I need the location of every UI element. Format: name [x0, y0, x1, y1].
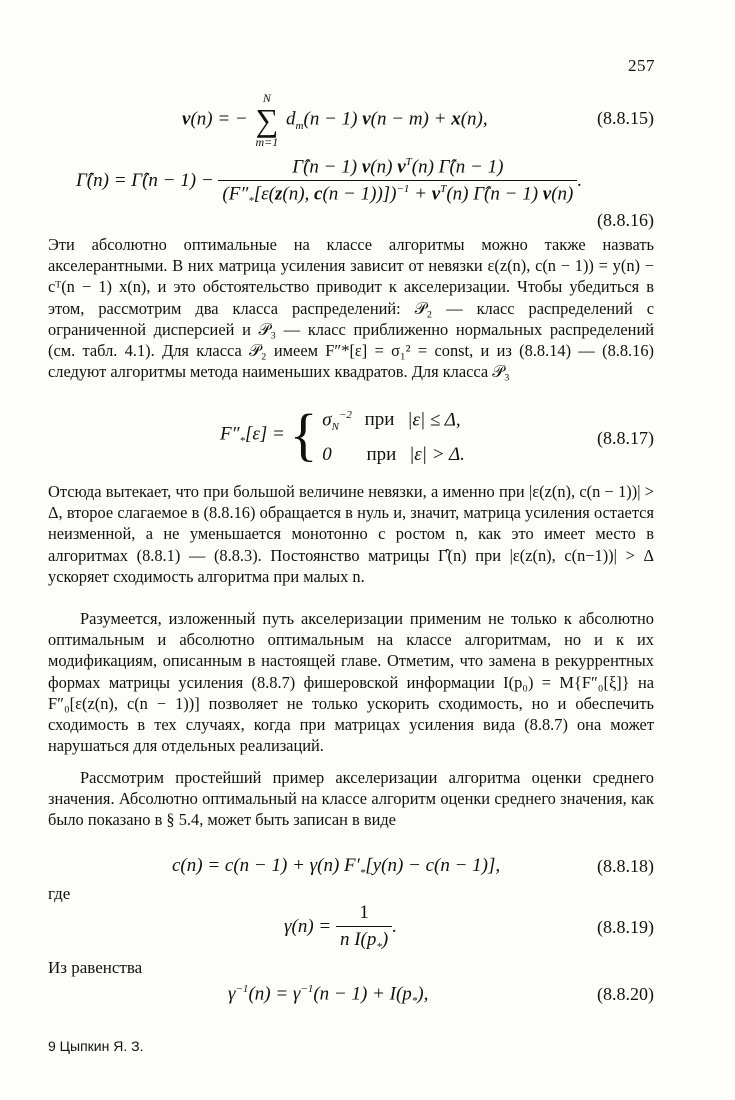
fraction: $\frac{1}{n I(p_*)}$: [336, 902, 392, 953]
equation-body: Γ̂(n) = Γ̂(n − 1) − $\frac{\Gammâ(n - 1) v(n) v^T(n) \Gammâ(n - 1)}{(F''_*[\varepsilon(z(n), c(n - 1))])^{-1} + v^T(n) \Gammâ(n - 1) v(n)}$ .: [76, 156, 583, 208]
equation-8-8-17: [48, 402, 654, 478]
equation-number: (8.8.20): [597, 984, 654, 1004]
case-1-condition: при: [364, 409, 395, 431]
equation-8-8-19: [48, 902, 654, 954]
equation-number: (8.8.19): [597, 917, 654, 937]
equation-8-8-15: [48, 88, 654, 154]
equation-number: (8.8.18): [597, 856, 654, 876]
page-number: 257: [628, 56, 655, 75]
equation-body: $F''_*[\varepsilon]$ = { $\sigma_N^{-2}$ при |ε| ≤ Δ, 0 при |ε| > Δ.: [220, 402, 465, 468]
equation-body: γ(n) = $\frac{1}{n I(p_*)}$ .: [284, 902, 397, 953]
equation-8-8-18: [48, 855, 654, 885]
equation-8-8-16: [48, 152, 654, 234]
equation-body: v(n) = − N ∑ m=1 $d_m(n - 1) v(n - m) + x(n)$,: [182, 91, 488, 149]
equation-body: c(n) = c(n − 1) + γ(n) $F'_*[y(n) - c(n - 1)]$,: [172, 855, 501, 879]
sum-symbol: N ∑ m=1: [255, 91, 279, 149]
fraction: $\frac{\Gammâ(n - 1) v(n) v^T(n) \Gammâ(n - 1)}{(F''_*[\varepsilon(z(n), c(n - 1))])^{-1} + v^T(n) \Gammâ(n - 1) v(n)}$: [218, 156, 577, 207]
equation-number: (8.8.15): [597, 108, 654, 128]
equation-number: (8.8.17): [597, 428, 654, 448]
paragraph-1: Эти абсолютно оптимальные на классе алгоритмы можно также назвать акселерантными. В них матрица усиления зависит от невязки ε(z(n), c(n − 1)) = y(n) − cᵀ(n − 1) x(n), и это обстоятельство приводит к акселеризации. Чтобы убедиться в этом, рассмотрим два класса распределений: 𝒫₂ — класс распределений с ограниченной дисперсией и 𝒫₃ — класс приближенно нормальных распределений (см. табл. 4.1). Для класса 𝒫₂ имеем F″*[ε] = σ₁² = const, и из (8.8.14) — (8.8.16) следуют алгоритмы метода наименьших квадратов. Для класса 𝒫₃: [48, 235, 654, 382]
paragraph-4: Рассмотрим простейший пример акселеризации алгоритма оценки среднего значения. Абсолютно оптимальный на классе алгоритм оценки среднего значения, как было показано в § 5.4, может быть записан в виде: [48, 768, 654, 830]
word-where: где: [48, 884, 71, 903]
left-brace: {: [289, 402, 318, 468]
cases: $\sigma_N^{-2}$ при |ε| ≤ Δ, 0 при |ε| > Δ.: [322, 409, 465, 466]
paragraph-3: Разумеется, изложенный путь акселеризации применим не только к абсолютно оптимальным и абсолютно оптимальным на классе алгоритмам, но и к их модификациям, описанным в настоящей главе. Отметим, что замена в рекуррентных формах матрицы усиления (8.8.7) фишеровской информации I(p₀) = M{F″₀[ξ]} на F″₀[ε(z(n), c(n − 1))] позволяет не только ускорить сходимость, но и обеспечить сходимость в тех случаях, когда при матрицах усиления вида (8.8.7) она может нарушаться для отдельных реализаций.: [48, 609, 654, 756]
equation-8-8-20: [48, 983, 654, 1013]
case-2-condition: при: [366, 444, 397, 466]
equation-body: $\gamma^{-1}(n) = \gamma^{-1}(n - 1) + I(p_*)$,: [228, 983, 429, 1008]
from-equality: Из равенства: [48, 958, 143, 977]
paragraph-2: Отсюда вытекает, что при большой величине невязки, а именно при |ε(z(n), c(n − 1))| > Δ, второе слагаемое в (8.8.16) обращается в нуль и, значит, матрица усиления остается неизменной, а не уменьшается монотонно с ростом n, как это имеет место в алгоритмах (8.8.1) — (8.8.3). Постоянство матрицы Γ̂(n) при |ε(z(n), c(n−1))| > Δ ускоряет сходимость алгоритма при малых n.: [48, 482, 654, 586]
footer-signature: 9 Цыпкин Я. З.: [48, 1038, 144, 1054]
equation-number: (8.8.16): [597, 210, 654, 230]
